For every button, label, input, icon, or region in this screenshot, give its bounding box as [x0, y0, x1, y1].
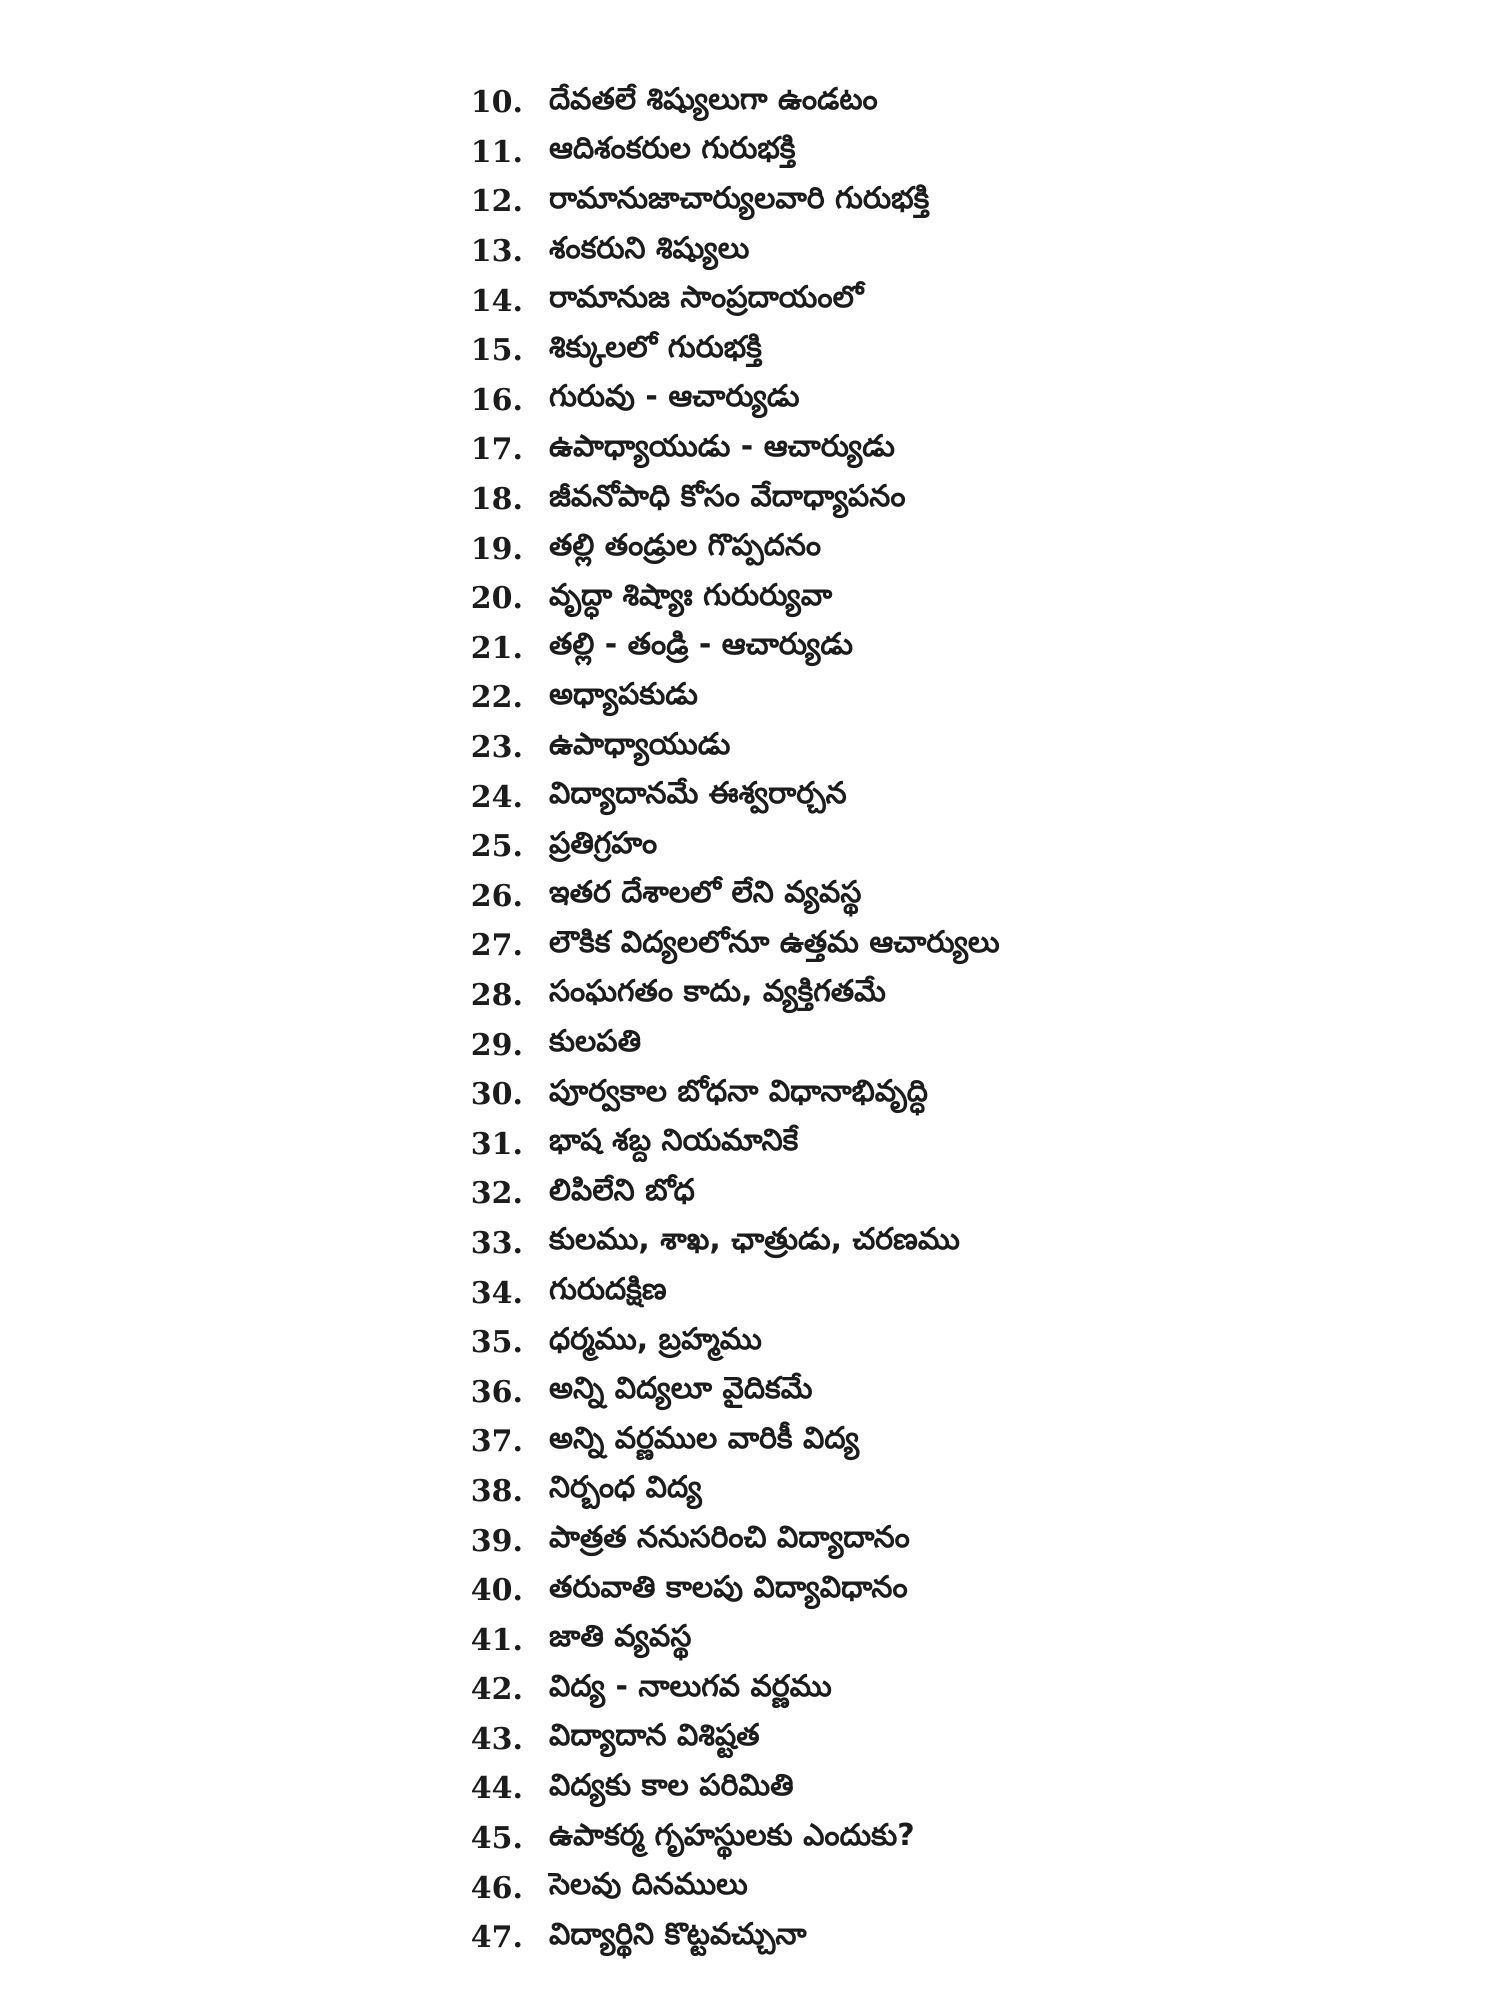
item-title: పూర్వకాల బోధనా విధానాభివృద్ధి: [549, 1073, 928, 1109]
item-number: 46.: [470, 1870, 523, 1906]
item-title: రామానుజాచార్యులవారి గురుభక్తి: [549, 180, 930, 216]
item-title: విద్యాదానమే ఈశ్వరార్చన: [549, 776, 847, 812]
list-item: [440, 1119, 1000, 1169]
item-title: ఉపాధ్యాయుడు: [549, 726, 731, 762]
item-number: 26.: [470, 878, 523, 914]
item-title: గురుదక్షిణ: [549, 1272, 667, 1308]
item-number: 38.: [470, 1473, 523, 1509]
item-title: కులము, శాఖ, ఛాత్రుడు, చరణము: [549, 1222, 960, 1258]
list-item: [440, 425, 1000, 475]
list-item: [440, 1070, 1000, 1120]
item-number: 15.: [470, 333, 523, 369]
item-number: 32.: [470, 1176, 523, 1212]
item-number: 40.: [470, 1573, 523, 1609]
item-number: 47.: [470, 1920, 523, 1956]
item-number: 43.: [470, 1721, 523, 1757]
item-number: 39.: [470, 1523, 523, 1559]
item-number: 31.: [470, 1126, 523, 1162]
list-item: [440, 1615, 1000, 1665]
item-title: సంఘగతం కాదు, వ్యక్తిగతమే: [549, 974, 886, 1010]
item-title: అన్ని విద్యలూ వైదికమే: [549, 1371, 813, 1407]
list-item: [440, 1169, 1000, 1219]
item-number: 13.: [470, 234, 523, 270]
list-item: [440, 524, 1000, 574]
list-item: [440, 276, 1000, 326]
list-item: [440, 1417, 1000, 1467]
item-title: విద్య - నాలుగవ వర్ణము: [549, 1668, 832, 1704]
item-number: 22.: [470, 680, 523, 716]
item-title: వృద్ధా శిష్యాః గురుర్యువా: [549, 577, 833, 613]
item-number: 29.: [470, 1027, 523, 1063]
item-title: ఉపాకర్మ గృహస్థులకు ఎందుకు?: [549, 1817, 915, 1853]
list-item: [440, 1913, 1000, 1963]
item-title: ఉపాధ్యాయుడు - ఆచార్యుడు: [549, 428, 895, 464]
item-number: 34.: [470, 1275, 523, 1311]
item-number: 19.: [470, 531, 523, 567]
item-title: గురువు - ఆచార్యుడు: [549, 379, 800, 415]
item-title: విద్యాదాన విశిష్టత: [549, 1718, 760, 1754]
list-item: [440, 921, 1000, 971]
item-title: జాతి వ్యవస్థ: [549, 1619, 692, 1655]
list-item: [440, 772, 1000, 822]
item-number: 25.: [470, 829, 523, 865]
item-title: అన్ని వర్ణముల వారికీ విద్య: [549, 1420, 860, 1456]
list-item: [440, 128, 1000, 178]
item-number: 27.: [470, 928, 523, 964]
list-item: [440, 822, 1000, 872]
item-title: విద్యార్థిని కొట్టవచ్చునా: [549, 1916, 807, 1952]
item-number: 30.: [470, 1077, 523, 1113]
item-title: తల్లి - తండ్రి - ఆచార్యుడు: [549, 627, 853, 663]
item-title: రామానుజ సాంప్రదాయంలో: [549, 280, 864, 316]
item-number: 17.: [470, 432, 523, 468]
list-item: [440, 1863, 1000, 1913]
list-item: [440, 1814, 1000, 1864]
item-number: 44.: [470, 1771, 523, 1807]
item-title: తరువాతి కాలపు విద్యావిధానం: [549, 1569, 908, 1605]
item-number: 14.: [470, 283, 523, 319]
list-item: [440, 574, 1000, 624]
item-title: దేవతలే శిష్యులుగా ఉండటం: [549, 81, 878, 117]
list-item: [440, 177, 1000, 227]
item-title: ప్రతిగ్రహం: [549, 825, 658, 861]
item-number: 36.: [470, 1374, 523, 1410]
item-title: అధ్యాపకుడు: [549, 676, 698, 712]
table-of-contents: [440, 78, 1000, 1963]
item-title: లౌకిక విద్యలలోనూ ఉత్తమ ఆచార్యులు: [549, 924, 1000, 960]
list-item: [440, 1665, 1000, 1715]
list-item: [440, 1467, 1000, 1517]
item-number: 23.: [470, 730, 523, 766]
list-item: [440, 475, 1000, 525]
list-item: [440, 1219, 1000, 1269]
item-title: నిర్బంధ విద్య: [549, 1470, 702, 1506]
item-title: లిపిలేని బోధ: [549, 1172, 695, 1208]
list-item: [440, 1764, 1000, 1814]
list-item: [440, 1566, 1000, 1616]
item-title: కులపతి: [549, 1024, 642, 1060]
item-title: సెలవు దినములు: [549, 1867, 748, 1903]
item-number: 24.: [470, 779, 523, 815]
list-item: [440, 1318, 1000, 1368]
item-title: భాష శబ్ద నియమానికే: [549, 1123, 799, 1159]
item-number: 18.: [470, 482, 523, 518]
list-item: [440, 78, 1000, 128]
item-title: ఇతర దేశాలలో లేని వ్యవస్థ: [549, 875, 862, 911]
list-item: [440, 1268, 1000, 1318]
item-title: శిక్కులలో గురుభక్తి: [549, 329, 762, 365]
list-item: [440, 1367, 1000, 1417]
item-number: 33.: [470, 1225, 523, 1261]
item-number: 12.: [470, 184, 523, 220]
item-number: 45.: [470, 1821, 523, 1857]
item-number: 11.: [470, 134, 523, 170]
item-number: 28.: [470, 977, 523, 1013]
list-item: [440, 673, 1000, 723]
item-number: 20.: [470, 581, 523, 617]
item-title: శంకరుని శిష్యులు: [549, 230, 750, 266]
list-item: [440, 1516, 1000, 1566]
item-number: 16.: [470, 382, 523, 418]
list-item: [440, 872, 1000, 922]
item-number: 37.: [470, 1424, 523, 1460]
item-number: 35.: [470, 1325, 523, 1361]
item-title: ఆదిశంకరుల గురుభక్తి: [549, 131, 796, 167]
item-title: ధర్మము, బ్రహ్మము: [549, 1321, 762, 1357]
list-item: [440, 1715, 1000, 1765]
list-item: [440, 624, 1000, 674]
item-title: తల్లి తండ్రుల గొప్పదనం: [549, 528, 822, 564]
item-title: జీవనోపాధి కోసం వేదాధ్యాపనం: [549, 478, 906, 514]
list-item: [440, 326, 1000, 376]
list-item: [440, 376, 1000, 426]
item-number: 10.: [470, 85, 523, 121]
item-number: 21.: [470, 630, 523, 666]
item-number: 42.: [470, 1672, 523, 1708]
item-title: పాత్రత ననుసరించి విద్యాదానం: [549, 1520, 910, 1556]
list-item: [440, 227, 1000, 277]
list-item: [440, 971, 1000, 1021]
list-item: [440, 1020, 1000, 1070]
item-title: విద్యకు కాల పరిమితి: [549, 1767, 794, 1803]
list-item: [440, 723, 1000, 773]
item-number: 41.: [470, 1622, 523, 1658]
